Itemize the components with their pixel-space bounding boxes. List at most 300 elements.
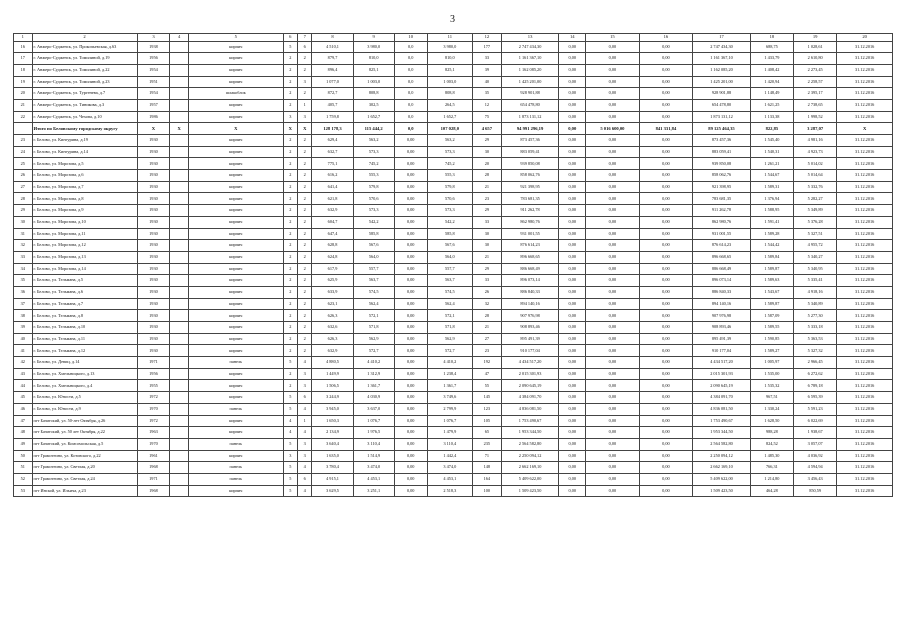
table-cell: 192: [472, 357, 501, 369]
table-cell: 1986: [137, 111, 170, 123]
table-cell: 896 073,14: [501, 275, 559, 287]
table-cell: 883 059,41: [693, 146, 751, 158]
table-cell: 1930: [137, 135, 170, 147]
table-cell: 0,00: [639, 41, 693, 53]
table-cell: 0,00: [559, 286, 586, 298]
table-cell: 4 410,2: [427, 357, 472, 369]
table-cell: 0,00: [639, 298, 693, 310]
table-cell: 1930: [137, 251, 170, 263]
table-cell: 2: [283, 251, 297, 263]
table-cell: 1956: [137, 53, 170, 65]
table-cell: 145: [472, 392, 501, 404]
table-cell: 574,5: [353, 286, 394, 298]
table-cell: 579,8: [353, 181, 394, 193]
table-cell: 2: [298, 322, 312, 334]
table-cell: 3 110,4: [353, 438, 394, 450]
table-cell: 0,00: [639, 380, 693, 392]
table-cell: [170, 88, 189, 100]
table-cell: 0,00: [559, 333, 586, 345]
table-cell: 0,0: [394, 123, 427, 135]
table-cell: 1930: [137, 146, 170, 158]
table-cell: 24: [14, 146, 33, 158]
table-cell: 0,00: [586, 450, 640, 462]
table-cell: 1957: [137, 99, 170, 111]
table-cell: 1 628,50: [750, 415, 793, 427]
table-cell: 31: [14, 228, 33, 240]
table-cell: 1930: [137, 263, 170, 275]
table-cell: 1 133,38: [750, 111, 793, 123]
table-cell: кирпич: [188, 135, 283, 147]
table-cell: 1 589,28: [750, 228, 793, 240]
table-row: [14, 228, 893, 240]
table-cell: 2: [298, 251, 312, 263]
table-cell: 1 442,4: [427, 450, 472, 462]
table-cell: 872,7: [312, 88, 353, 100]
table-cell: 1954: [137, 64, 170, 76]
table-cell: 0,00: [559, 368, 586, 380]
table-cell: 1 261,21: [750, 158, 793, 170]
table-cell: 31.12.2016: [837, 392, 893, 404]
table-cell: 0,00: [639, 251, 693, 263]
table-cell: 2 564 582,80: [501, 438, 559, 450]
table-cell: 1 148,49: [750, 88, 793, 100]
table-cell: 0,00: [394, 298, 427, 310]
table-cell: 2 662 169,10: [501, 462, 559, 474]
table-cell: 0,00: [639, 357, 693, 369]
table-cell: 0,00: [639, 392, 693, 404]
table-cell: 626,3: [312, 333, 353, 345]
table-cell: 0,00: [394, 216, 427, 228]
table-cell: 27: [14, 181, 33, 193]
table-cell: 0,00: [639, 427, 693, 439]
table-cell: 31.12.2016: [837, 473, 893, 485]
table-cell: 0,00: [586, 216, 640, 228]
table-cell: 0,00: [394, 357, 427, 369]
table-cell: 0,00: [639, 438, 693, 450]
table-cell: [170, 357, 189, 369]
table-cell: 0,00: [586, 275, 640, 287]
table-cell: 2: [298, 228, 312, 240]
table-cell: 2: [298, 240, 312, 252]
table-cell: 886 840,33: [501, 286, 559, 298]
table-cell: 31.12.2016: [837, 357, 893, 369]
table-cell: 0,00: [586, 427, 640, 439]
address-cell: г. Анжеро-Судженск, ул. Прокопьевская, д.63: [32, 41, 137, 53]
table-cell: 896 073,14: [693, 275, 751, 287]
table-cell: 570,6: [353, 193, 394, 205]
table-cell: 1968: [137, 462, 170, 474]
table-cell: 1930: [137, 181, 170, 193]
table-cell: 1 753 490,67: [693, 415, 751, 427]
table-cell: [170, 170, 189, 182]
table-cell: 850,59: [794, 485, 837, 497]
table-cell: Х: [170, 123, 189, 135]
table-cell: 0,00: [586, 240, 640, 252]
table-cell: 0,00: [394, 310, 427, 322]
table-cell: 4: [298, 462, 312, 474]
table-cell: 0,00: [639, 333, 693, 345]
table-cell: 1 535,32: [750, 380, 793, 392]
table-cell: Х: [298, 123, 312, 135]
table-cell: 235: [472, 438, 501, 450]
table-cell: кирпич: [188, 286, 283, 298]
table-cell: 3 640,4: [312, 438, 353, 450]
table-cell: 0,00: [559, 427, 586, 439]
table-cell: [170, 485, 189, 497]
table-cell: 2: [283, 53, 297, 65]
table-cell: [170, 415, 189, 427]
table-cell: 911 262,78: [501, 205, 559, 217]
table-cell: 0,00: [559, 450, 586, 462]
table-cell: 921 398,95: [501, 181, 559, 193]
table-cell: 21: [472, 181, 501, 193]
table-cell: 567,6: [353, 240, 394, 252]
table-cell: 0,00: [586, 392, 640, 404]
table-cell: 1 425 201,00: [501, 76, 559, 88]
table-cell: 5 016 600,00: [586, 123, 640, 135]
table-cell: 1 076,7: [353, 415, 394, 427]
table-cell: [170, 345, 189, 357]
table-cell: 0,00: [559, 485, 586, 497]
table-cell: 858 062,76: [693, 170, 751, 182]
table-cell: 0,00: [639, 310, 693, 322]
table-cell: 2: [283, 263, 297, 275]
table-cell: 2 738,65: [794, 99, 837, 111]
table-cell: 862 980,76: [693, 216, 751, 228]
table-cell: 31.12.2016: [837, 403, 893, 415]
table-cell: 0,00: [559, 357, 586, 369]
table-cell: кирпич: [188, 170, 283, 182]
table-cell: 0,00: [639, 450, 693, 462]
table-cell: 2 015 301,93: [693, 368, 751, 380]
table-cell: 1930: [137, 298, 170, 310]
table-cell: 25: [14, 158, 33, 170]
table-row: [14, 205, 893, 217]
table-cell: 573,3: [427, 146, 472, 158]
table-cell: 2 090 645,19: [501, 380, 559, 392]
table-cell: 31.12.2016: [837, 485, 893, 497]
address-cell: г. Белово, ул. Тельмана, д.5: [32, 275, 137, 287]
column-number-cell: 6: [283, 34, 297, 42]
table-cell: 562,9: [427, 333, 472, 345]
table-cell: 0,00: [559, 88, 586, 100]
table-cell: 0,00: [559, 392, 586, 404]
table-cell: 0,00: [559, 170, 586, 182]
table-cell: 0,00: [394, 193, 427, 205]
table-row: [14, 473, 893, 485]
table-cell: 2: [283, 76, 297, 88]
table-cell: 2: [298, 205, 312, 217]
table-cell: 115 444,2: [353, 123, 394, 135]
table-cell: 31.12.2016: [837, 345, 893, 357]
address-cell: г. Белово, ул. Тельмана, д.6: [32, 286, 137, 298]
table-cell: 0,0: [394, 99, 427, 111]
table-cell: 0,00: [586, 135, 640, 147]
column-number-cell: 11: [427, 34, 472, 42]
table-cell: 31.12.2016: [837, 158, 893, 170]
table-cell: 2: [298, 181, 312, 193]
table-cell: 688,75: [750, 41, 793, 53]
table-cell: 2: [298, 135, 312, 147]
table-cell: 931 001,55: [693, 228, 751, 240]
table-cell: 32: [14, 240, 33, 252]
table-cell: 2: [298, 146, 312, 158]
table-cell: 47: [14, 415, 33, 427]
table-cell: 0,00: [586, 111, 640, 123]
table-cell: кирпич: [188, 251, 283, 263]
table-cell: 0,00: [394, 205, 427, 217]
table-cell: 0,00: [639, 111, 693, 123]
table-cell: [170, 146, 189, 158]
table-cell: [170, 64, 189, 76]
table-cell: 2: [298, 345, 312, 357]
table-cell: 910 177,04: [693, 345, 751, 357]
table-cell: [170, 99, 189, 111]
table-cell: 2 250 094,12: [501, 450, 559, 462]
table-cell: [170, 450, 189, 462]
address-cell: г. Белово, ул. Морозова, д.6: [32, 170, 137, 182]
table-cell: 1 003,0: [427, 76, 472, 88]
table-cell: 2: [298, 298, 312, 310]
table-cell: 5 327,51: [794, 228, 837, 240]
address-cell: г. Анжеро-Судженск, ул. Тургенева, д.7: [32, 88, 137, 100]
table-cell: 1 485,30: [750, 450, 793, 462]
table-cell: 5: [283, 41, 297, 53]
table-cell: 2: [283, 333, 297, 345]
table-cell: 0,00: [639, 64, 693, 76]
table-cell: 0,00: [559, 41, 586, 53]
table-cell: 53: [14, 485, 33, 497]
table-cell: кирпич: [188, 228, 283, 240]
table-cell: 0,00: [559, 64, 586, 76]
address-cell: г. Анжеро-Судженск, ул. Тиникова, д.3: [32, 99, 137, 111]
table-cell: 0,00: [559, 216, 586, 228]
table-cell: 0,00: [586, 53, 640, 65]
table-cell: 542,2: [427, 216, 472, 228]
table-cell: 49: [14, 438, 33, 450]
table-cell: 967,51: [750, 392, 793, 404]
table-cell: 41: [14, 345, 33, 357]
table-cell: [170, 263, 189, 275]
table-cell: 3 629,5: [312, 485, 353, 497]
table-cell: кирпич: [188, 345, 283, 357]
table-cell: 1 076,7: [427, 415, 472, 427]
table-cell: 5 409 622,00: [693, 473, 751, 485]
table-cell: 0,00: [586, 286, 640, 298]
table-cell: 0,00: [586, 88, 640, 100]
table-cell: 1963: [137, 427, 170, 439]
table-cell: 0,00: [559, 438, 586, 450]
table-cell: 647,4: [312, 228, 353, 240]
table-cell: 0,00: [559, 298, 586, 310]
address-cell: пгт Бачатский, ул. Комсомольская, д.5: [32, 438, 137, 450]
table-cell: 0,00: [586, 333, 640, 345]
table-cell: 0,00: [586, 228, 640, 240]
table-cell: 6 022,69: [794, 415, 837, 427]
table-cell: 4 510,1: [312, 41, 353, 53]
table-cell: 3 749,6: [427, 392, 472, 404]
table-cell: 31.12.2016: [837, 240, 893, 252]
address-cell: г. Белово, ул. Тельмана, д.10: [32, 322, 137, 334]
table-cell: 75: [472, 111, 501, 123]
table-cell: 6: [298, 41, 312, 53]
column-number-cell: 18: [750, 34, 793, 42]
table-cell: шлакоблок: [188, 88, 283, 100]
table-cell: 4 880,5: [312, 357, 353, 369]
table-cell: 31.12.2016: [837, 64, 893, 76]
table-cell: 2: [283, 146, 297, 158]
column-number-cell: 4: [170, 34, 189, 42]
table-cell: 30: [14, 216, 33, 228]
table-cell: 5 332,76: [794, 181, 837, 193]
table-cell: 1930: [137, 310, 170, 322]
table-cell: 0,00: [559, 380, 586, 392]
address-cell: г. Белово, ул. Морозова, д.7: [32, 181, 137, 193]
table-cell: кирпич: [188, 111, 283, 123]
table-cell: Х: [137, 123, 170, 135]
table-cell: 2 134,9: [312, 427, 353, 439]
table-cell: кирпич: [188, 216, 283, 228]
table-cell: 47: [472, 368, 501, 380]
table-cell: 5 591,23: [794, 403, 837, 415]
column-number-cell: 7: [298, 34, 312, 42]
address-cell: г. Белово, ул. Морозова, д.5: [32, 158, 137, 170]
table-cell: 4 384 091,70: [693, 392, 751, 404]
table-cell: Х: [188, 123, 283, 135]
table-cell: 42: [14, 357, 33, 369]
table-cell: кирпич: [188, 380, 283, 392]
table-cell: 895 491,39: [501, 333, 559, 345]
table-cell: 0,00: [639, 181, 693, 193]
table-cell: 31.12.2016: [837, 380, 893, 392]
table-cell: 0,00: [394, 403, 427, 415]
table-cell: 573,3: [353, 205, 394, 217]
table-cell: 562,4: [353, 298, 394, 310]
table-cell: 20: [14, 88, 33, 100]
table-cell: [170, 298, 189, 310]
table-cell: 33: [472, 216, 501, 228]
table-cell: 0,00: [559, 53, 586, 65]
table-cell: 405,7: [312, 99, 353, 111]
table-cell: 0,00: [394, 462, 427, 474]
table-cell: 31.12.2016: [837, 170, 893, 182]
table-cell: 0,00: [586, 64, 640, 76]
table-cell: 100: [472, 485, 501, 497]
table-cell: 28: [14, 193, 33, 205]
table-cell: 21: [472, 251, 501, 263]
table-cell: 2: [283, 310, 297, 322]
address-cell: пгт Бачатский, ул. 50-лет Октября, д.26: [32, 415, 137, 427]
table-cell: 28: [472, 310, 501, 322]
table-cell: 31.12.2016: [837, 263, 893, 275]
table-cell: 1 514,9: [353, 450, 394, 462]
table-row: [14, 76, 893, 88]
table-cell: 1971: [137, 473, 170, 485]
table-cell: кирпич: [188, 76, 283, 88]
table-row: [14, 170, 893, 182]
table-cell: 4: [298, 403, 312, 415]
table-cell: 5: [283, 485, 297, 497]
table-cell: 632,6: [312, 322, 353, 334]
table-cell: 0,00: [639, 88, 693, 100]
table-cell: 3: [283, 111, 297, 123]
table-cell: панель: [188, 403, 283, 415]
table-cell: 302,5: [353, 99, 394, 111]
table-cell: 31.12.2016: [837, 181, 893, 193]
table-cell: 2: [283, 170, 297, 182]
table-cell: 3: [298, 450, 312, 462]
table-row: [14, 438, 893, 450]
table-cell: 783 681,35: [693, 193, 751, 205]
table-cell: 5 363,53: [794, 333, 837, 345]
table-cell: 1930: [137, 345, 170, 357]
table-cell: 0,00: [559, 135, 586, 147]
table-cell: 5: [283, 403, 297, 415]
table-cell: 29: [472, 135, 501, 147]
table-cell: 572,7: [427, 345, 472, 357]
address-cell: г. Белово, ул. Морозова, д.12: [32, 240, 137, 252]
table-cell: 5: [283, 357, 297, 369]
table-cell: 4: [298, 485, 312, 497]
table-cell: [170, 392, 189, 404]
table-cell: 4: [298, 357, 312, 369]
table-cell: 44: [14, 380, 33, 392]
table-cell: 810,0: [353, 53, 394, 65]
table-cell: 579,8: [427, 181, 472, 193]
table-cell: 0,00: [559, 322, 586, 334]
address-cell: г. Белово, ул. Морозова, д.13: [32, 251, 137, 263]
address-cell: пгт Бачатский, ул. 50 лет Октября, д.22: [32, 427, 137, 439]
table-cell: 5 340,89: [794, 298, 837, 310]
table-cell: кирпич: [188, 53, 283, 65]
table-cell: 0,00: [639, 415, 693, 427]
table-cell: 1 005,97: [750, 357, 793, 369]
table-cell: Х: [283, 123, 297, 135]
table-cell: 31.12.2016: [837, 438, 893, 450]
table-cell: 1 077,0: [312, 76, 353, 88]
table-cell: 5 282,27: [794, 193, 837, 205]
table-cell: 26: [472, 286, 501, 298]
table-cell: 2: [298, 286, 312, 298]
table-cell: 0,00: [394, 146, 427, 158]
table-cell: [170, 286, 189, 298]
table-cell: 48: [14, 427, 33, 439]
table-cell: 2: [283, 298, 297, 310]
table-cell: 928 901,88: [501, 88, 559, 100]
table-cell: 876 614,23: [501, 240, 559, 252]
table-cell: 0,00: [639, 368, 693, 380]
address-cell: г. Белово, ул. Юности, д.5: [32, 392, 137, 404]
table-cell: 2: [283, 181, 297, 193]
table-cell: 4 434 517,20: [501, 357, 559, 369]
table-cell: 896 668,65: [501, 251, 559, 263]
table-cell: 641,4: [312, 181, 353, 193]
table-cell: кирпич: [188, 181, 283, 193]
table-cell: 0,00: [639, 275, 693, 287]
address-cell: пгт Грамотеино, ул. Светлая, д.24: [32, 473, 137, 485]
table-cell: 31.12.2016: [837, 53, 893, 65]
table-cell: 2: [298, 158, 312, 170]
table-cell: [170, 193, 189, 205]
table-cell: 23: [472, 193, 501, 205]
table-cell: 23: [472, 345, 501, 357]
table-cell: 1972: [137, 415, 170, 427]
table-cell: 841 331,84: [639, 123, 693, 135]
table-cell: 0,00: [639, 170, 693, 182]
table-cell: 21: [14, 99, 33, 111]
table-cell: 988,28: [750, 427, 793, 439]
table-cell: 1 938,67: [794, 427, 837, 439]
